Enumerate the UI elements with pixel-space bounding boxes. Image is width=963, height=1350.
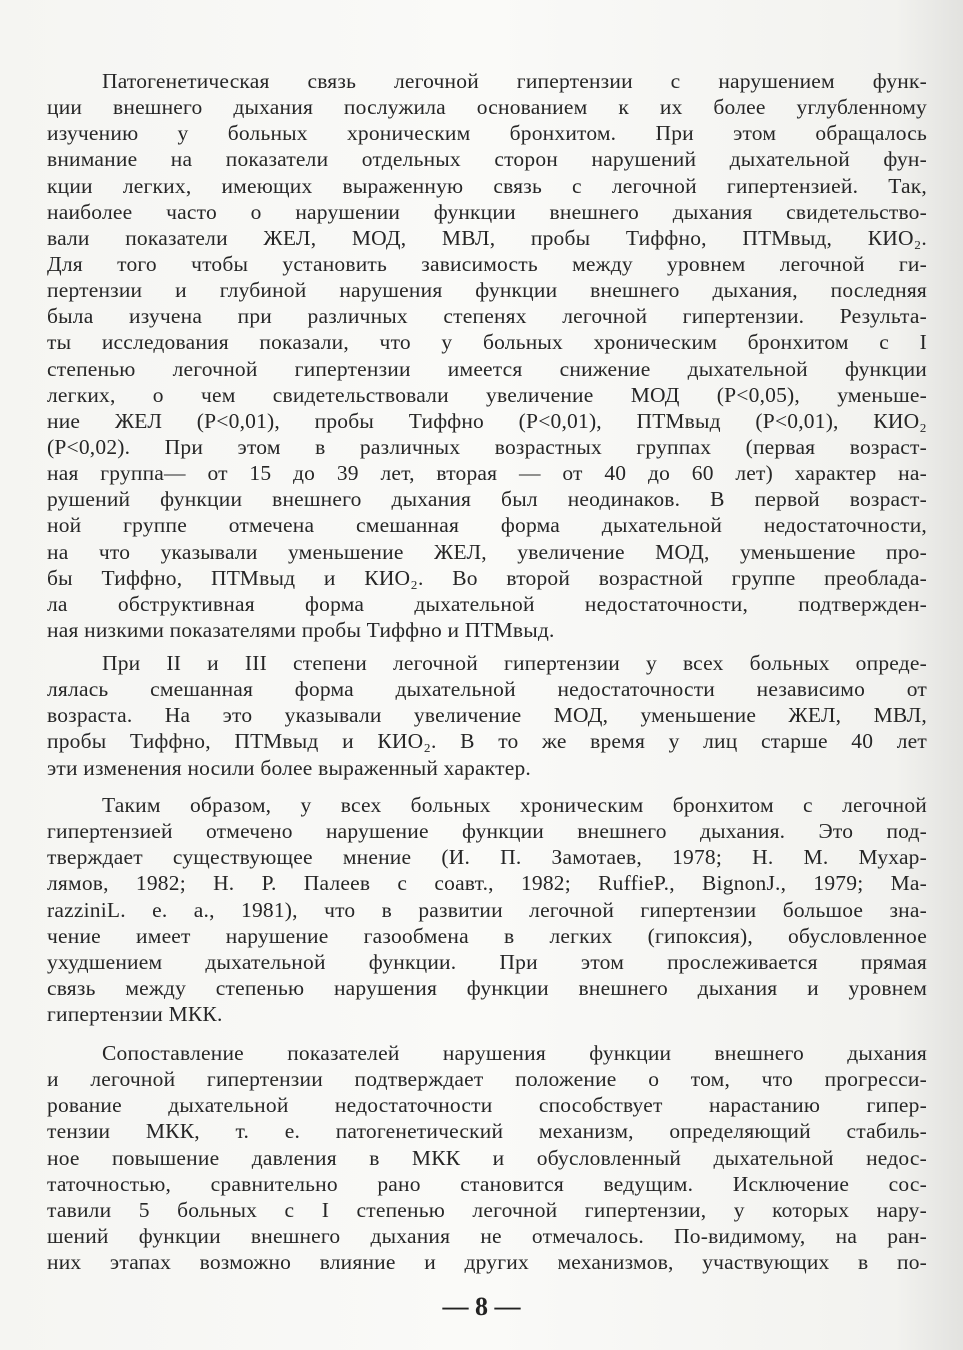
text-line: возраста. На это указывали увеличение МОД, уменьшение ЖЕЛ, МВЛ, (47, 703, 927, 728)
text-line: была изучена при различных степенях легочной гипертензии. Результа- (47, 304, 927, 329)
text-line: пертензии и глубиной нарушения функции внешнего дыхания, последняя (47, 278, 927, 303)
text-line: наиболее часто о нарушении функции внешнего дыхания свидетельство- (47, 199, 927, 224)
text-line: эти изменения носили более выраженный характер. (47, 755, 531, 780)
text-line: гипертензией отмечено нарушение функции внешнего дыхания. Это под- (47, 819, 927, 844)
text-line: ная группа— от 15 до 39 лет, вторая — от 40 до 60 лет) характер на- (47, 461, 927, 486)
text-line: таточностью, сравнительно рано становится ведущим. Исключение сос- (47, 1171, 927, 1196)
text-line: Патогенетическая связь легочной гипертензии с нарушением функ- (102, 69, 927, 93)
text-line: на что указывали уменьшение ЖЕЛ, увеличение МОД, уменьшение про- (47, 539, 927, 564)
text-line: степенью легочной гипертензии имеется снижение дыхательной функции (47, 356, 927, 381)
paragraph-4 (47, 1040, 927, 1275)
text-line: ухудшением дыхательной функции. При этом прослеживается прямая (47, 949, 927, 974)
text-line: ние ЖЕЛ (P<0,01), пробы Тиффно (P<0,01), ПТМвыд (P<0,01), КИО₂ (47, 408, 927, 433)
text-line: и легочной гипертензии подтверждает положение о том, что прогресси- (47, 1067, 927, 1092)
text-line: них этапах возможно влияние и других механизмов, участвующих в по- (47, 1250, 927, 1275)
paragraph-2 (47, 650, 927, 781)
text-line: рование дыхательной недостаточности способствует нарастанию гипер- (47, 1093, 927, 1118)
text-line: (P<0,02). При этом в различных возрастных группах (первая возраст- (47, 434, 927, 459)
text-line: ная низкими показателями пробы Тиффно и ПТМвыд. (47, 617, 555, 642)
text-line: Таким образом, у всех больных хроническим бронхитом с легочной (102, 793, 927, 817)
text-line: ла обструктивная форма дыхательной недостаточности, подтвержден- (47, 591, 927, 616)
page-number: — 8 — (442, 1292, 521, 1321)
text-line: связь между степенью нарушения функции внешнего дыхания и уровнем (47, 975, 927, 1000)
text-line: лямов, 1982; Н. Р. Палеев с соавт., 1982; RuffieP., BignonJ., 1979; Ma- (47, 871, 927, 896)
text-line: кции легких, имеющих выраженную связь с легочной гипертензией. Так, (47, 173, 927, 198)
text-line: внимание на показатели отдельных сторон нарушений дыхательной фун- (47, 147, 927, 172)
text-line: При II и III степени легочной гипертензии у всех больных опреде- (102, 651, 927, 675)
text-line: Сопоставление показателей нарушения функции внешнего дыхания (102, 1041, 927, 1065)
text-line: лялась смешанная форма дыхательной недостаточности независимо от (47, 677, 927, 702)
text-line: ты исследования показали, что у больных хроническим бронхитом с I (47, 330, 927, 355)
text-line: изучению у больных хроническим бронхитом. При этом обращалось (47, 121, 927, 146)
text-line: Для того чтобы установить зависимость между уровнем легочной ги- (47, 251, 927, 276)
paragraph-1 (47, 68, 927, 643)
text-line: тавили 5 больных с I степенью легочной гипертензии, у которых нару- (47, 1197, 927, 1222)
text-line: чение имеет нарушение газообмена в легких (гипоксия), обусловленное (47, 923, 927, 948)
text-line: бы Тиффно, ПТМвыд и КИО₂. Во второй возрастной группе преоблада- (47, 565, 927, 590)
text-line: ции внешнего дыхания послужила основанием к их более углубленному (47, 95, 927, 120)
text-line: легких, о чем свидетельствовали увеличение МОД (P<0,05), уменьше- (47, 382, 927, 407)
text-line: ное повышение давления в МКК и обусловленный дыхательной недос- (47, 1145, 927, 1170)
text-line: гипертензии МКК. (47, 1002, 223, 1027)
text-line: тверждает существующее мнение (И. П. Замотаев, 1978; Н. М. Мухар- (47, 845, 927, 870)
paragraph-3 (47, 792, 927, 1027)
text-line: пробы Тиффно, ПТМвыд и КИО₂. В то же время у лиц старше 40 лет (47, 729, 927, 754)
text-line: рушений функции внешнего дыхания был неодинаков. В первой возраст- (47, 487, 927, 512)
text-line: razziniL. e. a., 1981), что в развитии легочной гипертензии большое зна- (47, 897, 927, 922)
text-line: тензии МКК, т. е. патогенетический механизм, определяющий стабиль- (47, 1119, 927, 1144)
text-line: шений функции внешнего дыхания не отмечалось. По-видимому, на ран- (47, 1223, 927, 1248)
text-line: ной группе отмечена смешанная форма дыхательной недостаточности, (47, 513, 927, 538)
text-line: вали показатели ЖЕЛ, МОД, МВЛ, пробы Тиффно, ПТМвыд, КИО₂. (47, 225, 927, 250)
